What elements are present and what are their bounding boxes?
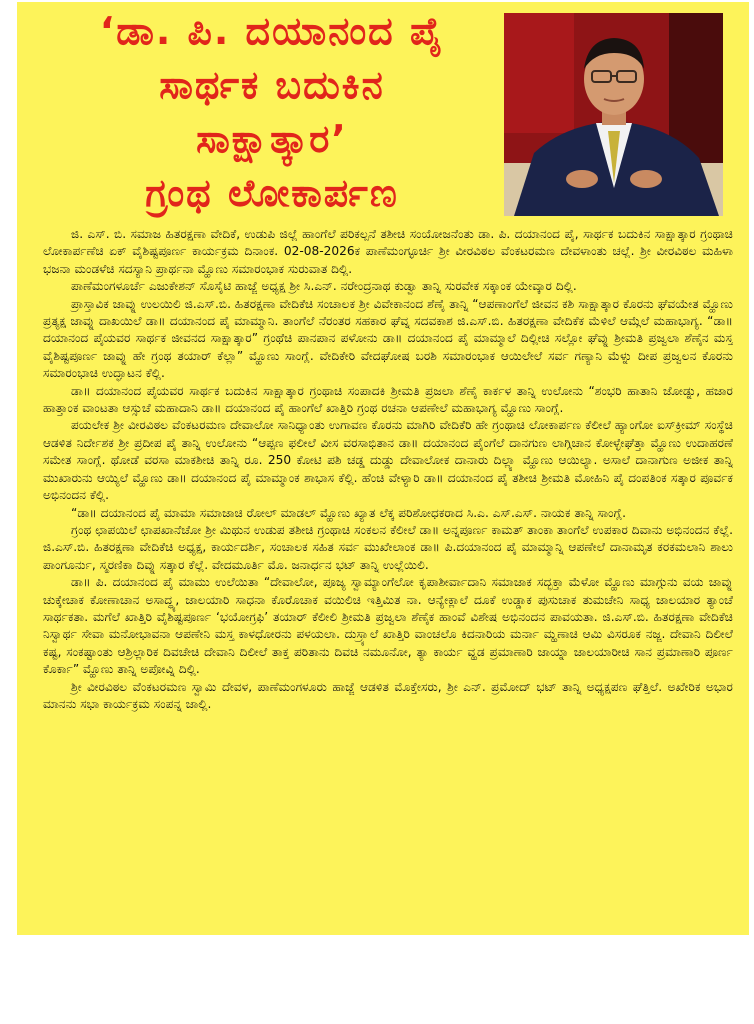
headline-line-4: ಗ್ರಂಥ ಲೋಕಾರ್ಪಣ xyxy=(145,171,399,215)
body-paragraph: ಪಾಣೆಮಂಗಳೂರ್ಚೆ ಎಜುಕೇಶನ್ ಸೊಸೈಟಿ ಹಾಜ್ಜೆ ಅಧ್ಯಕ್ಷ ಶ್ರೀ ಸಿ.ಎನ್. ನರೇಂದ್ರನಾಥ ಕುಡ್ವಾ ತಾನ್ನಿ ಸುರವೇಕ ಸಕ್ಕಾಂಕ ಯೇವ್ಕಾರ ದಿಲ್ಲಿ. xyxy=(71,279,577,294)
body-paragraph: ಜಿ. ಎಸ್. ಬಿ. ಸಮಾಜ ಹಿತರಕ್ಷಣಾ ವೇದಿಕೆ, ಉಡುಪಿ ಜಿಲ್ಲೆ ಹಾಂಗೆಲೆ ಪರಿಕಲ್ಪನೆ ತಶೀಚಿ ಸಂಯೋಜನೆಂತು ಡಾ. ಪಿ. ದಯಾನಂದ ಪೈ, ಸಾರ್ಥಕ ಬದುಕಿನ ಸಾಕ್ಷಾತ್ಕಾರ ಗ್ರಂಥಾಚಿ ಲೋಕಾರ್ಪಣೆಚಿ ಏಕ್ ವೈಶಿಷ್ಟಪೂರ್ಣ ಕಾರ್ಯಕ್ರಮ ದಿನಾಂಕ. 02-08-2026ಕ ಪಾಣೆಮಂಗ್ಳೂರ್ಚಿ ಶ್ರೀ ವೀರವಿಠಲ ವೆಂಕಟರಮಣ ದೇವಳಾಂತು ಚಲ್ಲೆ. ಶ್ರೀ ವೀರವಿಠಲ ಮಹಿಳಾ ಭಜನಾ ಮಂಡಳೆಚಿ ಸದಸ್ಯಾನಿ ಪ್ರಾರ್ಥನಾ ಮ್ಹೊಣು ಸಮಾರಂಭಾಕ ಸುರುವಾತ ದಿಲ್ಲಿ. xyxy=(43,227,733,276)
article-headline xyxy=(37,4,507,222)
headline-line-3: ಸಾಕ್ಷಾತ್ಕಾರ’ xyxy=(196,117,348,161)
article-sheet xyxy=(17,2,749,935)
body-paragraph: ಶ್ರೀ ವೀರವಿಠಲ ವೆಂಕಟರಮಣ ಸ್ವಾಮಿ ದೇವಳ, ಪಾಣೆಮಂಗಳೂರು ಹಾಜ್ಜೆ ಆಡಳಿತ ಮೊಕ್ತೇಸರು, ಶ್ರೀ ಎನ್. ಪ್ರಮೋದ್ ಭಟ್ ತಾನ್ನಿ ಅಧ್ಯಕ್ಷಪಣ ಘೆತ್ತಿಲೆ. ಅಖೇರಿಕ ಅಭಾರ ಮಾನನು ಸಭಾ ಕಾರ್ಯಕ್ರಮ ಸಂಪನ್ನ ಜಾಲ್ಲಿ. xyxy=(43,679,733,711)
body-paragraph: ಡಾ॥ ದಯಾನಂದ ಪೈಯವರ ಸಾರ್ಥಕ ಬದುಕಿನ ಸಾಕ್ಷಾತ್ಕಾರ ಗ್ರಂಥಾಚಿ ಸಂಪಾದಕಿ ಶ್ರೀಮತಿ ಪ್ರಜಲಾ ಶೆಣೈ ಕಾರ್ಕಳ ತಾನ್ನಿ ಉಲೋನು “ಶಂಭರಿ ಹಾತಾನಿ ಜೋಡ್ನು, ಹಜಾರ ಹಾತ್ತಾಂಕ ವಾಂಟತಾ ಆಸ್ಸುಚೆ ಮಹಾದಾನಿ ಡಾ॥ ದಯಾನಂದ ಪೈ ಹಾಂಗೆಲೆ ಖಾತ್ತಿರಿ ಗ್ರಂಥ ರಚನಾ ಆಪಣೇಲೆ ಮಹಾಭಾಗ್ಯ ಮ್ಹೊಣು ಸಾಂಗ್ಲೆ. xyxy=(43,383,733,416)
body-paragraph: ಡಾ॥ ಪಿ. ದಯಾನಂದ ಪೈ ಮಾಮು ಉಲೆಯಿತಾ “ದೇವಾಲೋ, ಪೂಜ್ಯ ಸ್ವಾಮ್ಯಾಂಗೆಲೋ ಕೃಪಾಶೀರ್ವಾದಾನಿ ಸಮಾಜಾಕ ಸದ್ಭಕ್ತಾ ಮೆಳೋ ಮ್ಹೊಣು ಮಾಗ್ಗುನು ವಯ ಜಾವ್ನು ಚುಕ್ಕೇಚಾಕ ಕೋಣಾಚಾನ ಅಸಾದ್ಧ್ಯ, ಜಾಲಯಾರಿ ಸಾಧನಾ ಕೊರೊಚಾಕ ವಯಿಲಿಚಿ ಇತ್ತಿಮಿತ ನಾ. ಆನ್ಯೇಕ್ಲಾಲೆ ದೂಕೆ ಉಡ್ಡಾಕ ಪುಸುಚಾಕ ತುಮಚೇನಿ ಸಾಧ್ಯ ಜಾಲಯಾರ ತ್ಯಾಂಚೆ ಸಾರ್ಥಕತಾ. ಮಗೆಲೆ ಖಾತ್ತಿರಿ ವೈಶಿಷ್ಟಪೂರ್ಣ ‘ಭಯೋಗ್ರಫಿ’ ತಯಾರ್ ಕೆಲೀಲಿ ಶ್ರೀಮತಿ ಪ್ರಜ್ವಲಾ ಶೆಣೈಕ ಹಾಂವೆ ವಿಶೇಷ ಅಭಿನಂದನ ಪಾವಯತಾ. ಜಿ.ಎಸ್.ಬಿ. ಹಿತರಕ್ಷಣಾ ವೇದಿಕೆಚಿ ನಿಸ್ವಾರ್ಥ ಸೇವಾ ಮನೋಭಾವನಾ ಆಪಣೇನಿ ಮಸ್ತ ಕಾಳಧೋರನು ಪಳಯಲಾ. ದುಸ್ರ್ಯಾಲೆ ಖಾತ್ತಿರಿ ವಾಂಚಲೊ ಕಿದನಾರಿಯ ಮರ್ನಾ ಮ್ಹಣಾಚಿ ಆಮಿ ವಿಸರೂಕ ನಜ್ಜ. ದೇವಾನಿ ದಿಲೀಲೆ ಕಷ್ಟ, ಸಂಕಷ್ಟಾಂತು ಆಶ್ರಿಲ್ಲಾರಿಕ ದಿವಚೇಚಿ ದೇವಾನಿ ದಿಲೀಲೆ ತಾಕ್ತ ಪರಿತಾನು ದಿವಚಿ ನಮೂನೋ, ತ್ಯಾ ಕಾರ್ಯ ವ್ಹಡ ಪ್ರಮಾಣಾರಿ ಜಾಯ್ನಾ ಜಾಲಯಾರೀಚಿ ಸಾನ ಪ್ರಮಾಣಾರಿ ಪೂರ್ಣ ಕೊರ್ಕಾ” ಮ್ಹೊಣು ತಾನ್ನಿ ಅಪೋವ್ನಿ ದಿಲ್ಲಿ. xyxy=(43,575,733,677)
article-body xyxy=(43,226,733,930)
headline-line-2: ಸಾರ್ಥಕ ಬದುಕಿನ xyxy=(159,63,385,107)
body-paragraph: ಪ್ರಾಸ್ತಾವಿಕ ಜಾವ್ನು ಉಲಯಿಲಿ ಜಿ.ಎಸ್.ಬಿ. ಹಿತರಕ್ಷಣಾ ವೇದಿಕೆಚಿ ಸಂಚಾಲಕ ಶ್ರೀ ವಿವೇಕಾನಂದ ಶೆಣೈ ತಾನ್ನಿ “ಆಪಣಾಂಗೆಲೆ ಜೀವನ ಕಶಿ ಸಾಕ್ಷಾತ್ಕಾರ ಕೊರನು ಘೆವಯೇತ ಮ್ಹೊಣು ಪ್ರತ್ಯಕ್ಷ ಜಾವ್ನು ದಾಖಯಿಲೆ ಡಾ॥ ದಯಾನಂದ ಪೈ ಮಾಮ್ಮಾನಿ. ತಾಂಗೆಲೆ ನೆರಂತರ ಸಹಕಾರ ಘೆವ್ನ ಸದವಕಾಶ ಜಿ.ಎಸ್.ಬಿ. ಹಿತರಕ್ಷಣಾ ವೇದಿಕೆಕ ಮೆಳಿಲೆ ಆಮ್ಗೆಲೆ ಮಹಾಭಾಗ್ಯ. “ಡಾ॥ ದಯಾನಂದ ಪೈಯವರ ಸಾರ್ಥಕ ಜೀವನದ ಸಾಕ್ಷಾತ್ಕಾರ” ಗ್ರಂಥೆಚಿ ಪಾನಪಾನ ಪಳೋನು ಡಾ॥ ದಯಾನಂದ ಪೈ ಮಾಮ್ಮಾಲೆ ದಿಲ್ಲೀಚಿ ಸಲ್ಲೋ ಘೆವ್ನು ಶ್ರೀಮತಿ ಪ್ರಜ್ವಲಾ ಶೆಣೈನ ಮಸ್ತ ವೈಶಿಷ್ಟಪೂರ್ಣ ಜಾವ್ನು ಹೇ ಗ್ರಂಥ ತಯಾರ್ ಕೆಲ್ಲಾ” ಮ್ಹೊಣು ಸಾಂಗ್ಲೆ. ವೇದಿಕೇರಿ ವೇದಘೋಷ ಬರಶಿ ಸಮಾರಂಭಾಕ ಆಯಿಲೇಲೆ ಸರ್ವ ಗಣ್ಯಾನಿ ಮೆಳ್ನು ದೀಪ ಪ್ರಜ್ವಲನ ಕೊರನು ಸಮಾರಂಭಾಚಿ ಉದ್ಘಾಟನ ಕೆಲ್ಲಿ. xyxy=(43,296,733,381)
body-paragraph: ಗ್ರಂಥ ಛಾಪಯಿಲೆ ಛಾಪಖಾನೆಚೋ ಶ್ರೀ ಮಿಥುನ ಉಡುಪ ತಶೀಚಿ ಗ್ರಂಥಾಚಿ ಸಂಕಲನ ಕೆಲೀಲೆ ಡಾ॥ ಅನ್ನಪೂರ್ಣ ಕಾಮತ್ ತಾಂಕಾ ತಾಂಗೆಲೆ ಉಪಕಾರ ದಿವಾನು ಅಭಿನಂದನ ಕೆಲ್ಲೆ. ಜಿ.ಎಸ್.ಬಿ. ಹಿತರಕ್ಷಣಾ ವೇದಿಕೆಚಿ ಅಧ್ಯಕ್ಷ, ಕಾರ್ಯದರ್ಶಿ, ಸಂಚಾಲಕ ಸಹಿತ ಸರ್ವ ಮುಖೇಲಾಂಕ ಡಾ॥ ಪಿ.ದಯಾನಂದ ಪೈ ಮಾಮ್ಮಾನ್ನಿ ಆಪಣೇಲೆ ದಾನಾಮೃತ ಕರಕಮಲಾನಿ ಶಾಲು ಪಾಂಗೂರ್ನು, ಸ್ಮರಣಿಕಾ ದಿವ್ನು ಸತ್ಕಾರ ಕೆಲ್ಲೆ. ವೇದಮೂರ್ತಿ ಮೊ. ಜನಾರ್ಧನ ಭಟ್ ತಾನ್ನಿ ಉಲ್ಲೆಯಿಲಿ. xyxy=(43,522,733,572)
portrait-illustration xyxy=(504,13,723,216)
body-paragraph: ಪಯಲೇಕ ಶ್ರೀ ವೀರವಿಠಲ ವೆಂಕಟರಮಣ ದೇವಾಲೋ ಸಾನಿಧ್ಯಾಂತು ಉಗಾವಣ ಕೊರನು ಮಾಗಿರಿ ವೇದಿಕೆರಿ ಹೇ ಗ್ರಂಥಾಚಿ ಲೋಕಾರ್ಪಣ ಕೆಲೀಲೆ ಹ್ಯಾಂಗೋ ಐಸ್‌ಕ್ರೀಮ್ ಸಂಸ್ಥೆಚಿ ಆಡಳಿತ ನಿರ್ದೇಶಕ ಶ್ರೀ ಪ್ರದೀಪ ಪೈ ತಾನ್ನಿ ಉಲೋನು “ಆಪ್ಪಣ ಫಲೀಲೆ ವೀಸ ವರಸಾಭಿತಾನ ಡಾ॥ ದಯಾನಂದ ಪೈಂಗೆಲೆ ದಾನಗುಣ ಲಾಗ್ಗಿಚಾನ ಕೋಳ್ಳೇಘೆತ್ತಾ ಮ್ಹೊಣು ಉದಾಹರಣೆ ಸಮೇತ ಸಾಂಗ್ಲೆ. ಥೋಡೆ ವರಸಾ ಮಾಕಶೀಚಿ ತಾನ್ನಿ ರೂ. 250 ಕೋಟಿ ಪಶಿ ಚಡ್ಡ ದುಡ್ಡು ದೇವಾಲೋಕ ದಾನಾರು ದಿಲ್ಲ್ಯಾ ಮ್ಹೊಣು ಆಯಿಲ್ಯಾ. ಅಸಾಲೆ ದಾನಾಗುಣ ಅಜೀಕ ತಾನ್ನಿ ಮುಖಾರುನು ಆಯ್ಯಿಲೆ ಮ್ಹೊಣು ಡಾ॥ ದಯಾನಂದ ಪೈ ಮಾಮ್ಮಾಂಕ ಶಾಭಾಸ ಕೆಲ್ಲಿ. ಹೆಂಚಿ ವೇಳ್ಯಾರಿ ಡಾ॥ ದಯಾನಂದ ಪೈ ತಶೀಚಿ ಶ್ರೀಮತಿ ಮೋಹಿನಿ ಪೈ ದಂಪತಿಂಕ ಸತ್ಕಾರ ಪೂರ್ವಕ ಅಭಿನಂದನ ಕೆಲ್ಲಿ. xyxy=(43,418,733,503)
headline-line-1: ‘ಡಾ. ಪಿ. ದಯಾನಂದ ಪೈ xyxy=(99,9,445,53)
body-paragraph: “ಡಾ॥ ದಯಾನಂದ ಪೈ ಮಾಮಾ ಸಮಾಜಾಚಿ ರೋಲ್ ಮಾಡಲ್ ಮ್ಹೊಣು ಖ್ಯಾತ ಲೆಕ್ಕ ಪರಿಶೋಧಕರಾದ ಸಿ.ಎ. ಎಸ್.ಎಸ್. ನಾಯಕ ತಾನ್ನಿ ಸಾಂಗ್ಲೆ. xyxy=(71,505,626,520)
portrait-photo xyxy=(504,13,723,216)
